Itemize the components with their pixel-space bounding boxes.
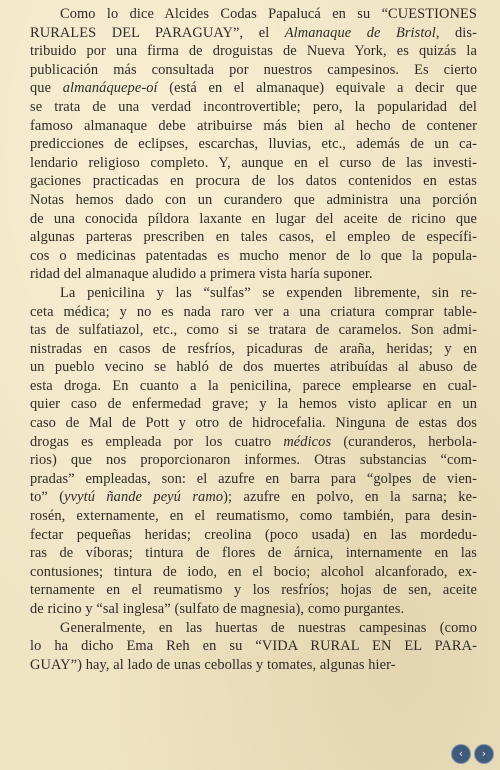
text-line: publicación más consultada por nuestros campesinos. Es cierto	[30, 61, 477, 78]
text-line: lendario religioso completo. Y, aunque en el curso de las investi-	[30, 154, 477, 171]
text-line: contusiones; tintura de iodo, en el bocio; alcohol alcanforado, ex-	[30, 563, 477, 580]
text-line: un pueblo vecino se habló de dos muertes atribuídas al abuso de	[30, 359, 477, 376]
text-line: gaciones practicadas en procura de los datos contenidos en estas	[30, 173, 477, 190]
text-line: Generalmente, en las huertas de nuestras campesinas (como	[60, 619, 477, 636]
paragraph	[30, 284, 477, 619]
text-line: ternamente en el reumatismo y los resfríos; hojas de sen, aceite	[30, 582, 477, 599]
text-line: RURALES DEL PARAGUAY”, el Almanaque de Bristol, dis-	[30, 24, 477, 41]
text-line: famoso almanaque debe atribuirse más bien al hecho de contener	[30, 117, 477, 134]
next-page-button[interactable]: ›	[474, 744, 494, 764]
text-line: rios) que nos proporcionaron informes. Otras substancias “com-	[30, 452, 477, 469]
text-line: nistradas en casos de resfríos, picaduras de araña, heridas; y en	[30, 340, 477, 357]
paragraph	[30, 5, 477, 284]
text-line: algunas parteras prescriben en tales casos, el empleo de específi-	[30, 229, 477, 246]
text-line: cos o medicinas patentadas es mucho menor de lo que la popula-	[30, 247, 477, 264]
text-line: tribuido por una firma de droguistas de Nueva York, es quizás la	[30, 43, 477, 60]
previous-page-button[interactable]: ‹	[451, 744, 471, 764]
text-line: rosén, externamente, en el reumatismo, como también, para desin-	[30, 508, 477, 525]
text-line: caso de Mal de Pott y otro de hidrocefalia. Ninguna de estas dos	[30, 415, 477, 432]
text-line: drogas es empleada por los cuatro médicos (curanderos, herbola-	[30, 433, 477, 450]
text-line: de ricino y “sal inglesa” (sulfato de magnesia), como purgantes.	[30, 601, 405, 617]
text-line: lo ha dicho Ema Reh en su “VIDA RURAL EN EL PARA-	[30, 638, 477, 655]
paragraph	[30, 619, 477, 675]
text-line: Como lo dice Alcides Codas Papalucá en su “CUESTIONES	[60, 6, 477, 22]
document-body	[30, 5, 477, 674]
text-line: que almanáquepe-oí (está en el almanaque) equivale a decir que	[30, 80, 477, 97]
text-line: ceta médica; y no es nada raro ver a una criatura comprar table-	[30, 303, 477, 320]
page-navigation	[451, 744, 494, 764]
text-line: de una conocida píldora laxante en lugar del aceite de ricino que	[30, 210, 477, 227]
text-line: se trata de una verdad incontrovertible; pero, la popularidad del	[30, 98, 477, 115]
text-line: to” (yvytú ñande peyú ramo); azufre en polvo, en la sarna; ke-	[30, 489, 477, 506]
text-line: fectar pequeñas heridas; creolina (poco usada) en las mordedu-	[30, 526, 477, 543]
text-line: GUAY”) hay, al lado de unas cebollas y tomates, algunas hier-	[30, 656, 396, 673]
text-line: quier caso de enfermedad grave; y la hemos visto aplicar en un	[30, 396, 477, 413]
text-line: pradas” empleadas, son: el azufre en barra para “golpes de vien-	[30, 470, 477, 487]
text-line: tas de sulfatiazol, etc., como si se tratara de caramelos. Son admi-	[30, 322, 477, 339]
text-line: ras de víboras; tintura de flores de árnica, internamente en las	[30, 545, 477, 562]
text-line: La penicilina y las “sulfas” se expenden libremente, sin re-	[60, 284, 477, 301]
text-line: ridad del almanaque aludido a primera vista haría suponer.	[30, 266, 373, 283]
text-line: esta droga. En cuanto a la penicilina, parece emplearse en cual-	[30, 377, 477, 394]
text-line: Notas hemos dado con un curandero que administra una porción	[30, 191, 477, 208]
text-line: predicciones de eclipses, escarchas, lluvias, etc., además de un ca-	[30, 136, 477, 153]
